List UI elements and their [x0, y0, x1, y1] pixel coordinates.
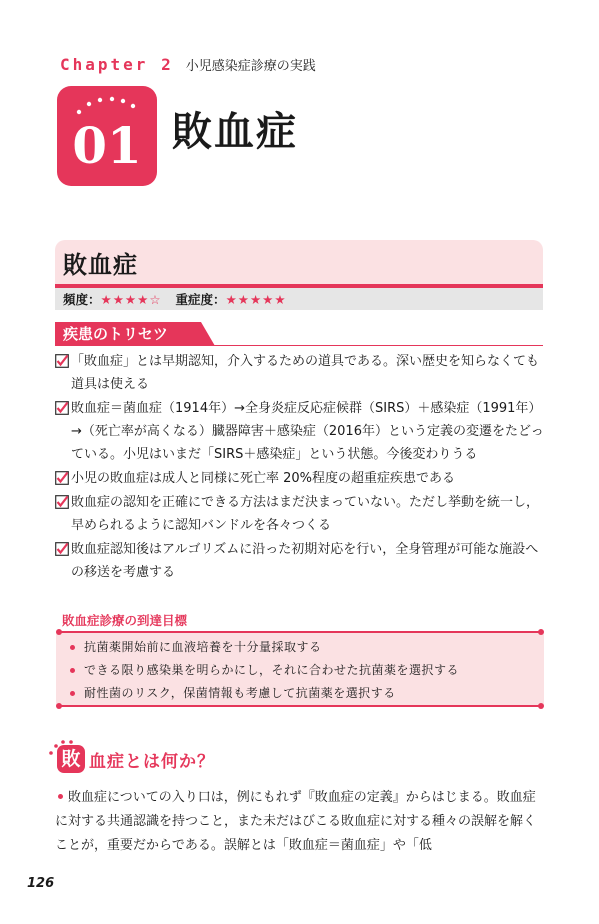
- list-item: [55, 350, 547, 396]
- chapter-label: Chapter 2: [60, 55, 174, 74]
- goal-text: できる限り感染巣を明らかにし，それに合わせた抗菌薬を選択する: [84, 663, 460, 677]
- section-title: 疾患のトリセツ: [63, 325, 168, 343]
- section-number: 01: [72, 116, 142, 175]
- page-title: 敗血症: [172, 109, 298, 155]
- section-tab: [55, 322, 168, 346]
- section-number-badge: [57, 86, 157, 186]
- disease-card: [55, 240, 543, 310]
- disease-ratings: [55, 288, 543, 310]
- chapter-header: [60, 55, 316, 74]
- checkbox-checked-icon: [55, 401, 69, 415]
- checklist-text: 「敗血症」とは早期認知，介入するための道具である。深い歴史を知らなくても道具は使える: [71, 354, 540, 392]
- frequency-label: 頻度：: [63, 292, 101, 307]
- checkbox-checked-icon: [55, 542, 69, 556]
- bullet-icon: [58, 794, 63, 799]
- goal-text: 抗菌薬開始前に血液培養を十分量採取する: [84, 640, 322, 654]
- bullet-icon: [70, 645, 75, 650]
- severity-label: 重症度：: [175, 292, 226, 307]
- heading-badge: 敗: [57, 745, 85, 773]
- list-item: [70, 659, 459, 682]
- checklist-text: 敗血症＝菌血症（1914年）→全身炎症反応症候群（SIRS）＋感染症（1991年）→（死亡率が高くなる）臓器障害＋感染症（2016年）という定義の変遷をたどっている。小児はいまだ「SIRS＋感染症」という状態。今後変わりうる: [71, 401, 544, 462]
- checkbox-checked-icon: [55, 495, 69, 509]
- disease-name: 敗血症: [55, 240, 543, 284]
- checkbox-checked-icon: [55, 471, 69, 485]
- list-item: [55, 538, 547, 584]
- goals-title: 敗血症診療の到達目標: [62, 613, 188, 628]
- list-item: [70, 682, 459, 705]
- list-item: [55, 467, 547, 490]
- bullet-icon: [70, 691, 75, 696]
- goal-text: 耐性菌のリスク，保菌情報も考慮して抗菌薬を選択する: [84, 686, 396, 700]
- subsection-heading: [57, 745, 215, 773]
- checklist-text: 敗血症の認知を正確にできる方法はまだ決まっていない。ただし挙動を統一し，早められるように認知バンドルを各々つくる: [71, 495, 540, 533]
- checklist-text: 小児の敗血症は成人と同様に死亡率 20%程度の超重症疾患である: [71, 471, 456, 486]
- page-number: 126: [27, 876, 55, 891]
- goals-list: [70, 636, 459, 705]
- checklist: [55, 350, 547, 585]
- checklist-text: 敗血症認知後はアルゴリズムに沿った初期対応を行い，全身管理が可能な施設への移送を考慮する: [71, 542, 539, 580]
- body-paragraph: [55, 786, 545, 858]
- list-item: [55, 491, 547, 537]
- list-item: [55, 397, 547, 466]
- section-rule: [200, 345, 543, 346]
- heading-text: 血症とは何か？: [89, 751, 215, 772]
- goals-top-rule: [60, 631, 540, 633]
- dots-arc-icon: [47, 737, 87, 757]
- goals-bottom-rule: [60, 705, 540, 707]
- frequency-stars: ★★★★☆: [100, 292, 162, 307]
- severity-stars: ★★★★★: [225, 292, 287, 307]
- frequency-rating: [63, 290, 162, 308]
- body-text: 敗血症についての入り口は，例にもれず『敗血症の定義』からはじまる。敗血症に対する共通認識を持つこと，また未だはびこる敗血症に対する種々の誤解を解くことが，重要だからである。誤解とは「敗血症＝菌血症」や「低: [55, 790, 537, 853]
- checkbox-checked-icon: [55, 354, 69, 368]
- list-item: [70, 636, 459, 659]
- bullet-icon: [70, 668, 75, 673]
- chapter-title: 小児感染症診療の実践: [185, 59, 316, 74]
- severity-rating: [176, 290, 287, 308]
